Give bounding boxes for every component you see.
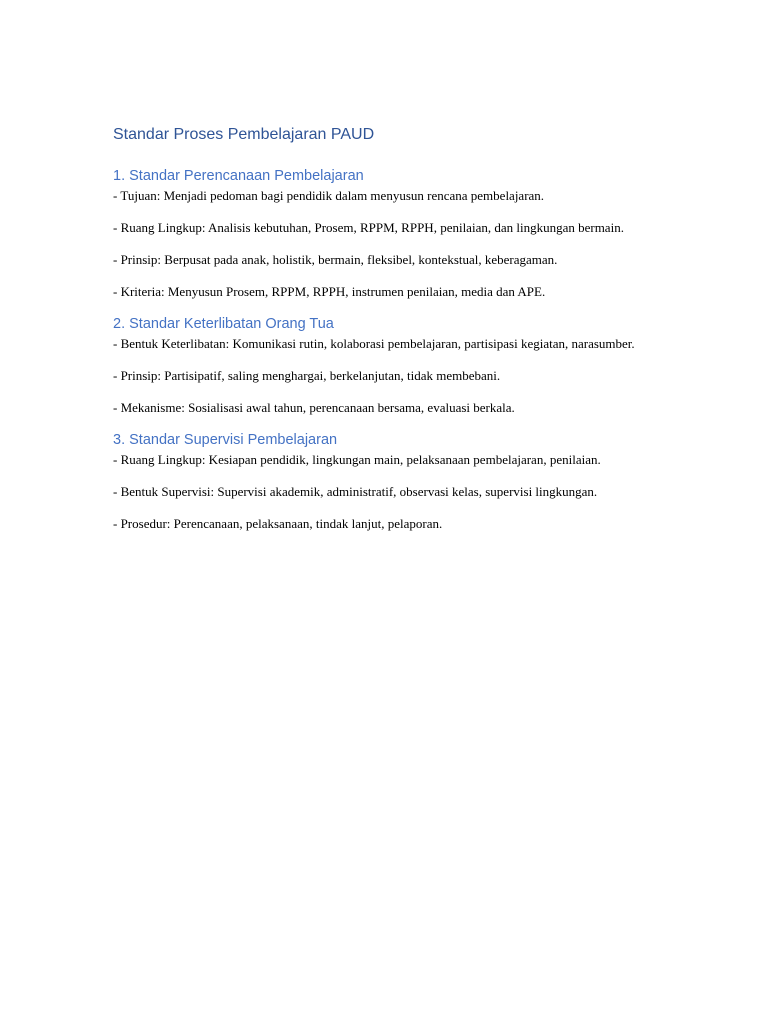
paragraph: - Bentuk Keterlibatan: Komunikasi rutin, kolaborasi pembelajaran, partisipasi kegiatan, narasumber. [113,336,635,351]
paragraph: - Prosedur: Perencanaan, pelaksanaan, tindak lanjut, pelaporan. [113,516,443,531]
paragraph: - Ruang Lingkup: Kesiapan pendidik, lingkungan main, pelaksanaan pembelajaran, penilaian. [113,452,601,467]
section-supervisi [113,430,673,533]
paragraph: - Ruang Lingkup: Analisis kebutuhan, Prosem, RPPM, RPPH, penilaian, dan lingkungan bermain. [113,220,624,235]
section-perencanaan [113,166,673,301]
section-keterlibatan-orang-tua [113,314,673,417]
section-heading: 1. Standar Perencanaan Pembelajaran [113,168,364,184]
paragraph: - Mekanisme: Sosialisasi awal tahun, perencanaan bersama, evaluasi berkala. [113,400,515,415]
section-heading: 2. Standar Keterlibatan Orang Tua [113,316,334,332]
section-heading: 3. Standar Supervisi Pembelajaran [113,432,338,448]
paragraph: - Kriteria: Menyusun Prosem, RPPM, RPPH, instrumen penilaian, media dan APE. [113,284,546,299]
paragraph: - Prinsip: Partisipatif, saling menghargai, berkelanjutan, tidak membebani. [113,368,501,383]
document-page [113,124,673,546]
document-title: Standar Proses Pembelajaran PAUD [113,126,375,143]
paragraph: - Tujuan: Menjadi pedoman bagi pendidik dalam menyusun rencana pembelajaran. [113,188,545,203]
paragraph: - Bentuk Supervisi: Supervisi akademik, administratif, observasi kelas, supervisi lingkungan. [113,484,598,499]
paragraph: - Prinsip: Berpusat pada anak, holistik, bermain, fleksibel, kontekstual, keberagaman. [113,252,558,267]
